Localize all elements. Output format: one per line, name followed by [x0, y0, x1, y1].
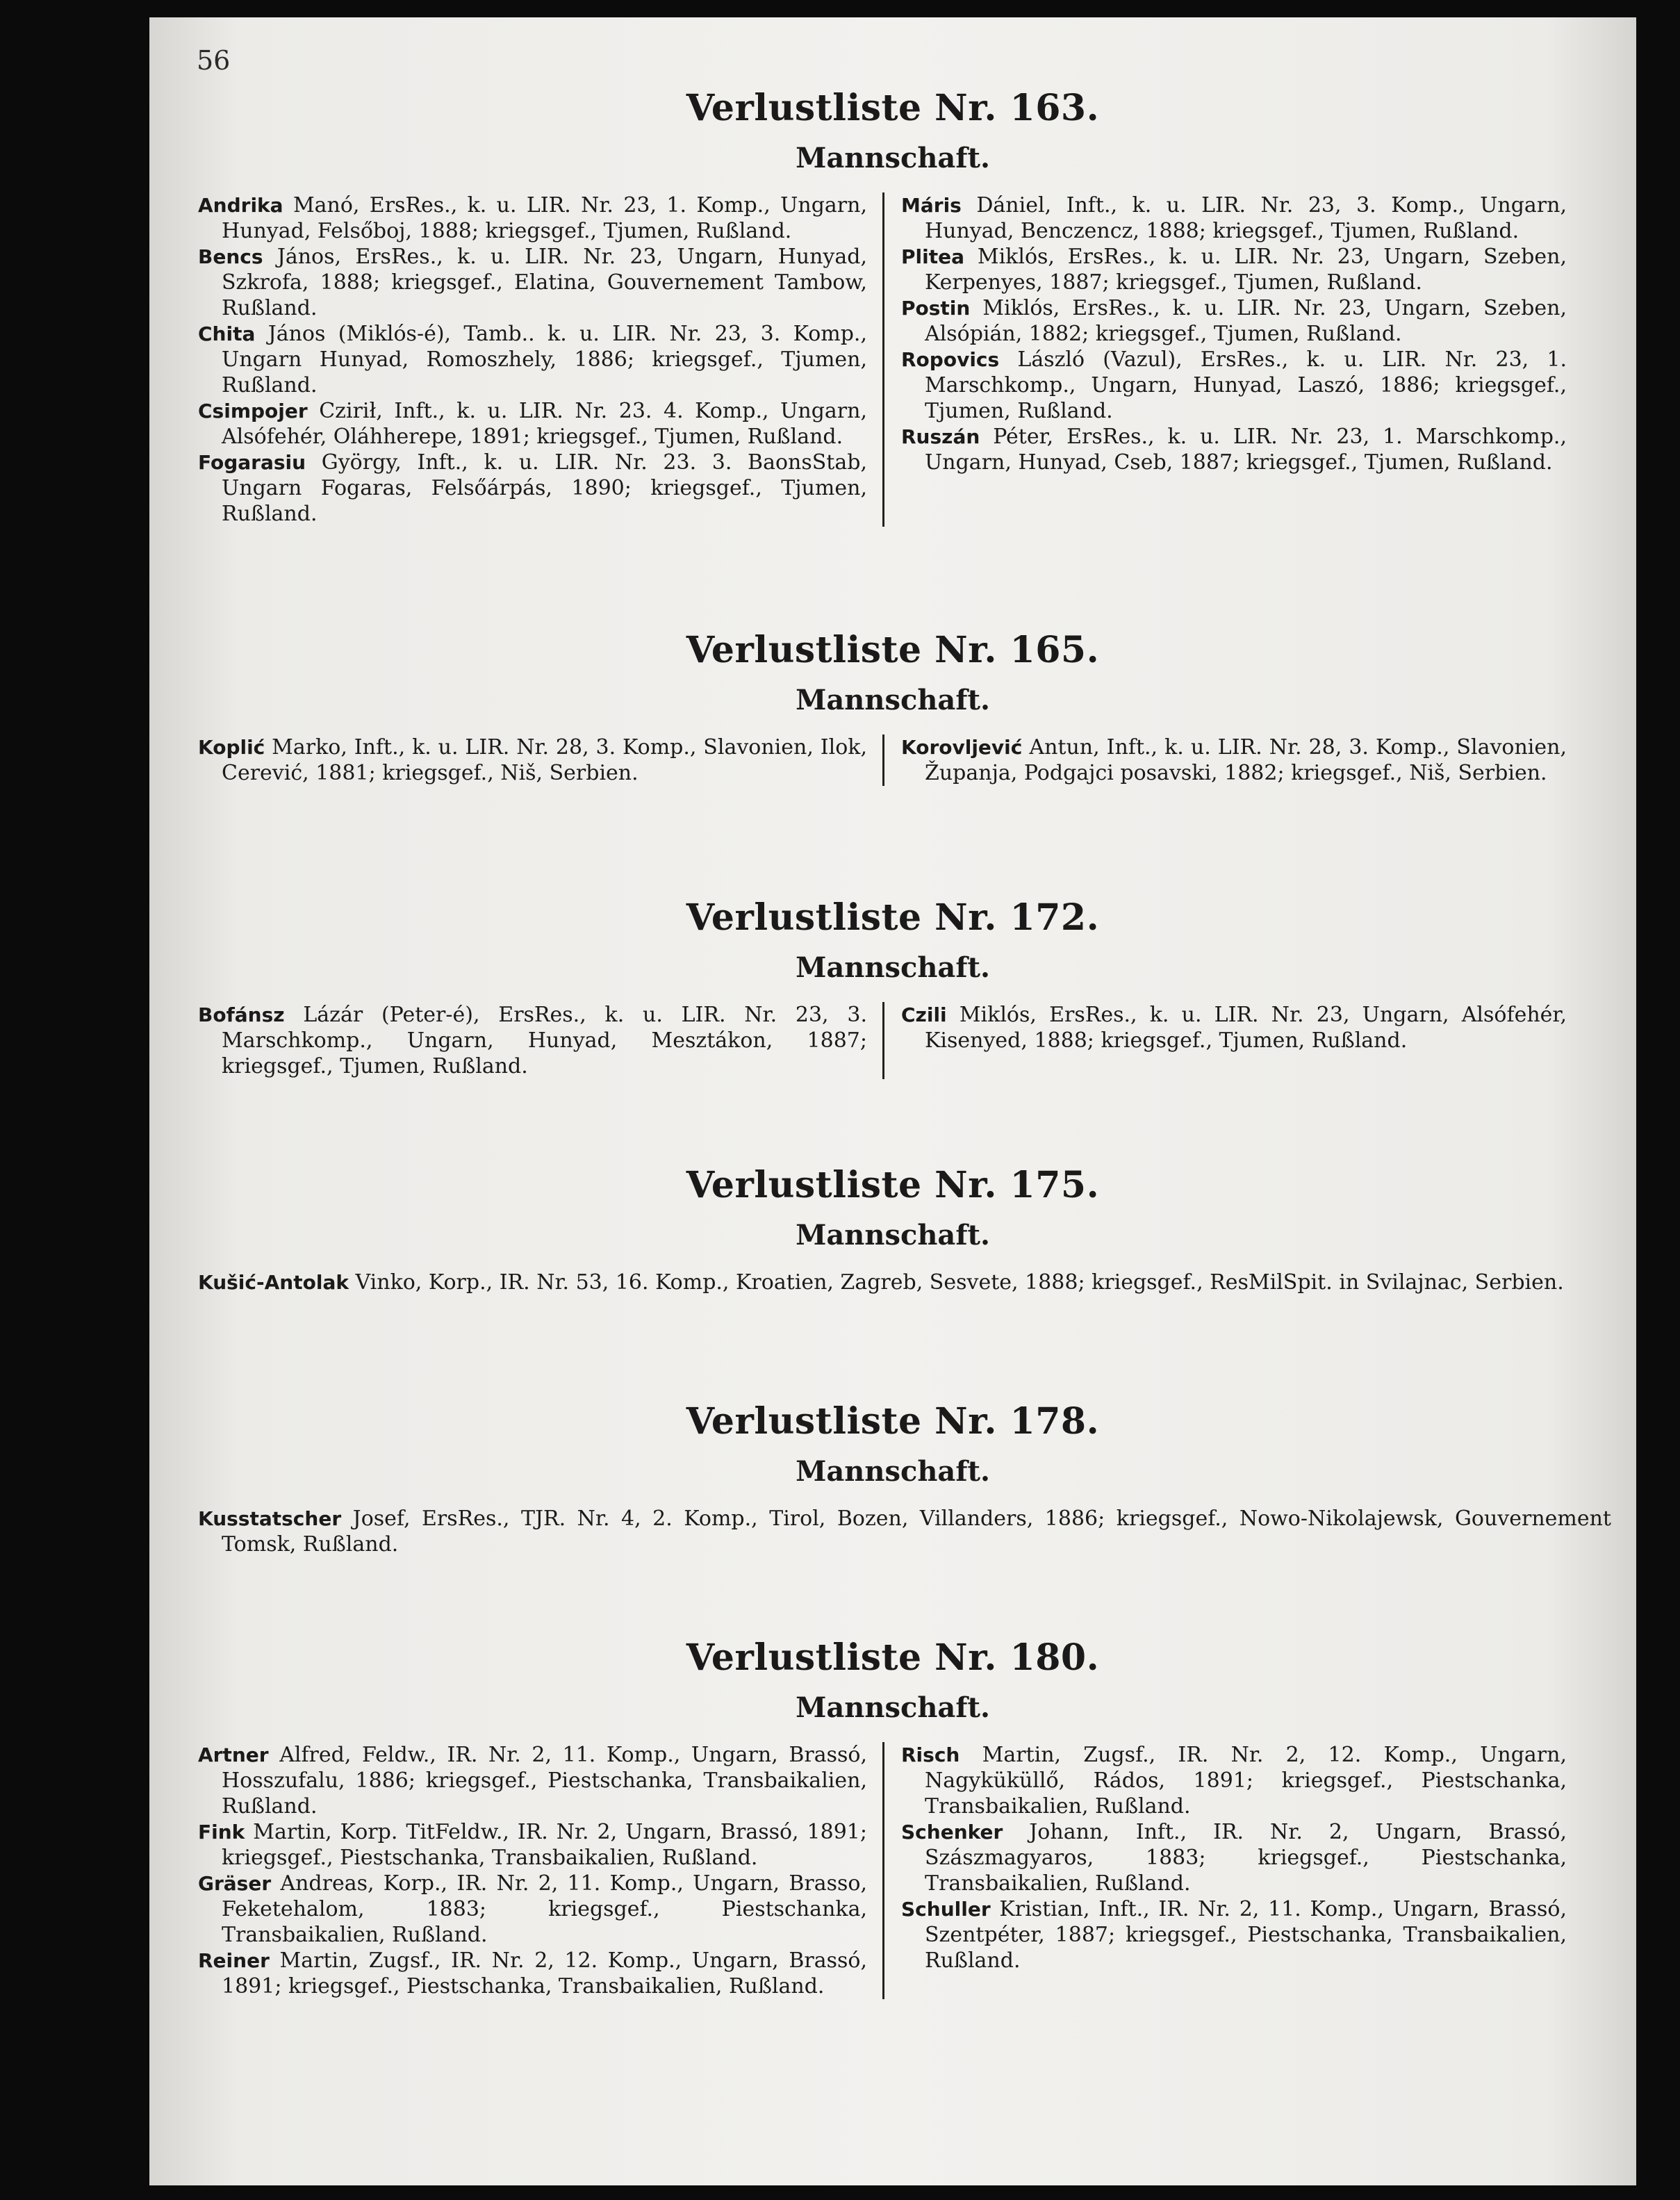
entry-surname: Fogarasiu — [198, 451, 306, 474]
section-verlustliste-163 — [198, 87, 1588, 527]
entry-details: Martin, Zugsf., IR. Nr. 2, 12. Komp., Ungarn, Brassó, 1891; kriegsgef., Piestschanka, Transbaikalien, Rußland. — [222, 1948, 867, 1998]
entry-surname: Schenker — [901, 1821, 1003, 1844]
document-page — [149, 17, 1636, 2185]
entry-details: Dániel, Inft., k. u. LIR. Nr. 23, 3. Komp., Ungarn, Hunyad, Benczencz, 1888; kriegsgef., Tjumen, Rußland. — [925, 193, 1567, 243]
list-item — [198, 1948, 867, 1999]
entry-details: Lázár (Peter-é), ErsRes., k. u. LIR. Nr. 23, 3. Marschkomp., Ungarn, Hunyad, Mesztákon, 1887; kriegsgef., Tjumen, Rußland. — [222, 1003, 867, 1078]
entry-surname: Máris — [901, 194, 962, 217]
list-item — [198, 450, 867, 527]
list-item — [901, 1896, 1567, 1973]
list-item — [198, 1506, 1611, 1557]
entry-details: Antun, Inft., k. u. LIR. Nr. 28, 3. Komp., Slavonien, Županja, Podgajci posavski, 1882; kriegsgef., Niš, Serbien. — [925, 735, 1567, 785]
entry-surname: Ropovics — [901, 348, 1000, 371]
list-item — [198, 398, 867, 450]
entry-surname: Reiner — [198, 1949, 270, 1972]
entry-surname: Korovljević — [901, 736, 1023, 759]
entry-details: Péter, ErsRes., k. u. LIR. Nr. 23, 1. Marschkomp., Ungarn, Hunyad, Cseb, 1887; kriegsgef., Tjumen, Rußland. — [925, 425, 1567, 475]
entry-details: Miklós, ErsRes., k. u. LIR. Nr. 23, Ungarn, Alsófehér, Kisenyed, 1888; kriegsgef., Tjumen, Rußland. — [925, 1003, 1567, 1053]
left-column — [198, 192, 882, 527]
section-verlustliste-165 — [198, 629, 1588, 786]
entry-details: Alfred, Feldw., IR. Nr. 2, 11. Komp., Ungarn, Brassó, Hosszufalu, 1886; kriegsgef., Piestschanka, Transbaikalien, Rußland. — [222, 1743, 867, 1819]
entry-details: János (Miklós-é), Tamb.. k. u. LIR. Nr. 23, 3. Komp., Ungarn Hunyad, Romoszhely, 1886; kriegsgef., Tjumen, Rußland. — [222, 322, 867, 397]
entry-surname: Andrika — [198, 194, 283, 217]
section-subtitle: Mannschaft. — [796, 1219, 990, 1251]
entry-surname: Schuller — [901, 1898, 991, 1921]
entry-surname: Gräser — [198, 1872, 272, 1895]
entry-details: Marko, Inft., k. u. LIR. Nr. 28, 3. Komp., Slavonien, Ilok, Cerević, 1881; kriegsgef., Niš, Serbien. — [222, 735, 867, 785]
entry-surname: Kušić-Antolak — [198, 1271, 349, 1294]
entry-details: Josef, ErsRes., TJR. Nr. 4, 2. Komp., Tirol, Bozen, Villanders, 1886; kriegsgef., Nowo-Nikolajewsk, Gouvernement Tomsk, Rußland. — [222, 1507, 1611, 1557]
list-item — [198, 1742, 867, 1819]
two-column-list — [198, 1002, 1588, 1079]
list-item — [901, 295, 1567, 347]
list-item — [198, 244, 867, 321]
list-item — [901, 347, 1567, 424]
right-column — [882, 1002, 1567, 1079]
entry-surname: Risch — [901, 1743, 960, 1766]
list-item — [198, 192, 867, 244]
entry-details: Martin, Zugsf., IR. Nr. 2, 12. Komp., Ungarn, Nagyküküllő, Rádos, 1891; kriegsgef., Piestschanka, Transbaikalien, Rußland. — [925, 1743, 1567, 1819]
list-item — [901, 1819, 1567, 1896]
list-item — [901, 734, 1567, 786]
section-subtitle: Mannschaft. — [796, 1455, 990, 1488]
list-item — [198, 734, 867, 786]
entry-surname: Csimpojer — [198, 400, 308, 422]
page-number: 56 — [197, 45, 231, 76]
list-item — [901, 244, 1567, 295]
entry-details: Czirił, Inft., k. u. LIR. Nr. 23. 4. Komp., Ungarn, Alsófehér, Oláhherepe, 1891; kriegsgef., Tjumen, Rußland. — [222, 399, 867, 449]
entry-surname: Fink — [198, 1821, 245, 1844]
section-title: Verlustliste Nr. 175. — [686, 1164, 1100, 1206]
right-column — [882, 192, 1567, 527]
entry-surname: Kusstatscher — [198, 1507, 342, 1530]
entry-details: Andreas, Korp., IR. Nr. 2, 11. Komp., Ungarn, Brasso, Feketehalom, 1883; kriegsgef., Piestschanka, Transbaikalien, Rußland. — [222, 1871, 867, 1947]
entry-details: Vinko, Korp., IR. Nr. 53, 16. Komp., Kroatien, Zagreb, Sesvete, 1888; kriegsgef., ResMilSpit. in Svilajnac, Serbien. — [355, 1270, 1564, 1295]
entry-surname: Ruszán — [901, 425, 980, 448]
list-item — [198, 1002, 867, 1079]
entry-details: Manó, ErsRes., k. u. LIR. Nr. 23, 1. Komp., Ungarn, Hunyad, Felsőboj, 1888; kriegsgef., Tjumen, Rußland. — [222, 193, 867, 243]
entry-details: László (Vazul), ErsRes., k. u. LIR. Nr. 23, 1. Marschkomp., Ungarn, Hunyad, Laszó, 1886; kriegsgef., Tjumen, Rußland. — [925, 347, 1567, 423]
entry-details: Miklós, ErsRes., k. u. LIR. Nr. 23, Ungarn, Szeben, Alsópián, 1882; kriegsgef., Tjumen, Rußland. — [925, 296, 1567, 346]
two-column-list — [198, 734, 1588, 786]
entry-details: Miklós, ErsRes., k. u. LIR. Nr. 23, Ungarn, Szeben, Kerpenyes, 1887; kriegsgef., Tjumen, Rußland. — [925, 245, 1567, 295]
single-column-list — [198, 1270, 1588, 1295]
right-column — [882, 734, 1567, 786]
left-column — [198, 1742, 882, 1999]
left-column — [198, 1002, 882, 1079]
section-subtitle: Mannschaft. — [796, 951, 990, 984]
entry-surname: Koplić — [198, 736, 265, 759]
list-item — [198, 1270, 1611, 1295]
section-verlustliste-172 — [198, 896, 1588, 1079]
section-subtitle: Mannschaft. — [796, 684, 990, 716]
entry-details: Johann, Inft., IR. Nr. 2, Ungarn, Brassó, Szászmagyaros, 1883; kriegsgef., Piestschanka, Transbaikalien, Rußland. — [925, 1820, 1567, 1896]
single-column-list — [198, 1506, 1611, 1557]
list-item — [901, 192, 1567, 244]
list-item — [198, 321, 867, 398]
section-title: Verlustliste Nr. 165. — [686, 629, 1100, 671]
list-item — [901, 1002, 1567, 1053]
entry-surname: Bofánsz — [198, 1003, 285, 1026]
entry-details: György, Inft., k. u. LIR. Nr. 23. 3. BaonsStab, Ungarn Fogaras, Felsőárpás, 1890; kriegsgef., Tjumen, Rußland. — [222, 450, 867, 526]
list-item — [901, 1742, 1567, 1819]
left-column — [198, 734, 882, 786]
entry-details: Kristian, Inft., IR. Nr. 2, 11. Komp., Ungarn, Brassó, Szentpéter, 1887; kriegsgef., Piestschanka, Transbaikalien, Rußland. — [925, 1897, 1567, 1973]
section-subtitle: Mannschaft. — [796, 142, 990, 174]
entry-surname: Plitea — [901, 245, 964, 268]
entry-surname: Postin — [901, 297, 971, 320]
list-item — [198, 1871, 867, 1948]
list-item — [198, 1819, 867, 1871]
entry-surname: Czili — [901, 1003, 947, 1026]
two-column-list — [198, 192, 1588, 527]
section-verlustliste-178 — [198, 1400, 1611, 1557]
section-title: Verlustliste Nr. 180. — [686, 1636, 1100, 1679]
entry-surname: Chita — [198, 322, 256, 345]
entry-surname: Artner — [198, 1743, 269, 1766]
section-subtitle: Mannschaft. — [796, 1691, 990, 1724]
section-title: Verlustliste Nr. 172. — [686, 896, 1100, 939]
right-column — [882, 1742, 1567, 1999]
entry-surname: Bencs — [198, 245, 263, 268]
two-column-list — [198, 1742, 1588, 1999]
entry-details: János, ErsRes., k. u. LIR. Nr. 23, Ungarn, Hunyad, Szkrofa, 1888; kriegsgef., Elatina, Gouvernement Tambow, Rußland. — [222, 245, 867, 320]
list-item — [901, 424, 1567, 475]
section-verlustliste-180 — [198, 1636, 1588, 1999]
entry-details: Martin, Korp. TitFeldw., IR. Nr. 2, Ungarn, Brassó, 1891; kriegsgef., Piestschanka, Transbaikalien, Rußland. — [222, 1820, 867, 1870]
section-verlustliste-175 — [198, 1164, 1588, 1295]
section-title: Verlustliste Nr. 178. — [686, 1400, 1100, 1443]
section-title: Verlustliste Nr. 163. — [686, 87, 1100, 129]
